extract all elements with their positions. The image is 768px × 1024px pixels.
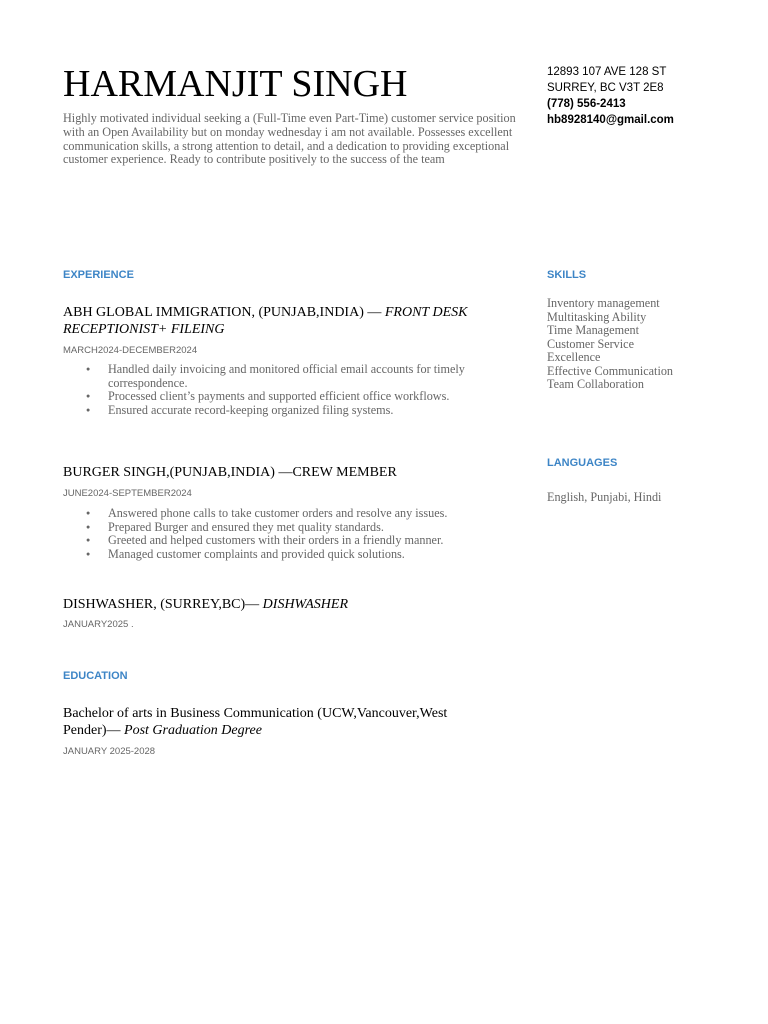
job-1-location: PUNJAB,INDIA) — <box>263 305 385 320</box>
address-line-1: 12893 107 AVE 128 ST <box>547 66 667 78</box>
skills-heading: SKILLS <box>547 269 587 281</box>
job-2-bullets <box>63 507 513 562</box>
job-2-dates: JUNE2024-SEPTEMBER2024 <box>63 488 192 499</box>
job-1-title <box>63 304 513 338</box>
job-2-role: CREW MEMBER <box>292 465 397 480</box>
job-3-separator: — <box>245 597 263 612</box>
contact-block <box>547 64 674 128</box>
address-line-2: SURREY, BC V3T 2E8 <box>547 82 664 94</box>
job-1-bullet: ● Processed client’s payments and supported efficient office workflows. <box>63 390 513 404</box>
job-2-bullet: ● Managed customer complaints and provided quick solutions. <box>63 548 513 562</box>
education-separator: — <box>106 723 125 738</box>
education-dates: JANUARY 2025-2028 <box>63 746 156 757</box>
job-3-employer: DISHWASHER, (SURREY,BC) <box>63 597 246 612</box>
job-2-bullet: ● Greeted and helped customers with their orders in a friendly manner. <box>63 534 513 548</box>
education-entry <box>63 705 483 739</box>
job-1-dates: MARCH2024-DECEMBER2024 <box>63 345 198 356</box>
skill-item: Team Collaboration <box>547 377 644 391</box>
job-1-bullet: ● Ensured accurate record-keeping organized filing systems. <box>63 404 513 418</box>
job-3-role: DISHWASHER <box>262 597 349 612</box>
job-2-separator: — <box>274 465 293 480</box>
job-1-bullets <box>63 363 513 418</box>
skill-item: Multitasking Ability <box>547 309 647 324</box>
candidate-name: HARMANJIT SINGH <box>63 63 408 105</box>
languages-text: English, Punjabi, Hindi <box>547 490 662 504</box>
email-address: hb8928140@gmail.com <box>547 114 674 126</box>
summary-text: Highly motivated individual seeking a (Full-Time even Part-Time) customer service position with an Open Availability but on monday wednesday i am not available. Possesses excellent communication skills, a strong attention to detail, and a dedication to providing exceptional customer experience. Ready to contribute positively to the success of the team <box>63 111 516 167</box>
languages-heading: LANGUAGES <box>547 457 618 469</box>
job-2-title <box>63 464 513 481</box>
skill-item: Time Management <box>547 323 639 337</box>
job-3-title <box>63 596 513 613</box>
phone-number: (778) 556-2413 <box>547 98 626 110</box>
skill-item: Effective Communication <box>547 363 674 378</box>
job-2-employer: BURGER SINGH,(PUNJAB,INDIA) <box>63 465 275 480</box>
job-1-role: FRONT DESK RECEPTIONIST+ FILEING <box>63 305 468 337</box>
education-level: Post Graduation Degree <box>124 723 262 738</box>
job-2-bullet: ● Prepared Burger and ensured they met quality standards. <box>63 521 513 535</box>
experience-heading: EXPERIENCE <box>63 269 134 281</box>
education-heading: EDUCATION <box>63 670 128 682</box>
skills-list <box>547 297 702 392</box>
job-2-bullet: ● Answered phone calls to take customer orders and resolve any issues. <box>63 507 513 521</box>
skill-item: Inventory management <box>547 296 660 310</box>
education-degree: Bachelor of arts in Business Communication (UCW,Vancouver,West Pender) <box>63 706 448 738</box>
job-1-employer: ABH GLOBAL IMMIGRATION, ( <box>63 305 264 320</box>
job-3-dates: JANUARY2025 . <box>63 619 134 630</box>
skill-item: Customer Service Excellence <box>547 336 634 364</box>
job-1-bullet: ● Handled daily invoicing and monitored official email accounts for timely correspondence. <box>63 363 513 390</box>
